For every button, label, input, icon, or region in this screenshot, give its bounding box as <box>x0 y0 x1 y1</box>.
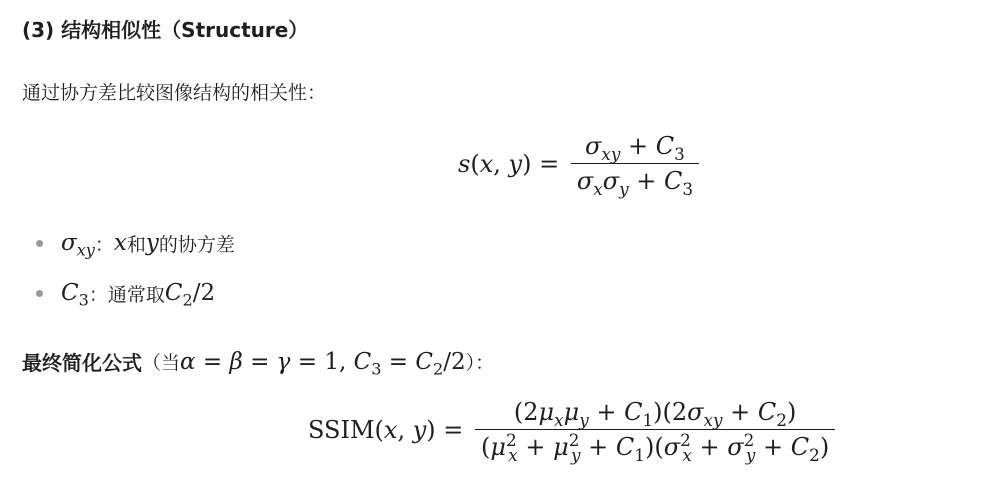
usually-text: 通常取 <box>107 283 165 306</box>
ssim-fraction: $\frac{(2\mu_x\mu_y + C_1)(2\sigma_{xy} + C_2)}{(\mu^2_x + \mu^2_y + C_1)(\sigma^2_x + \sigma^2_y + C_2)}$ <box>475 398 835 461</box>
ssim-label: SSIM <box>308 415 375 444</box>
final-formula-caption: 最终简化公式 （当 α = β = γ = 1, $C_3 = C_2/2$ ）： <box>22 348 495 379</box>
and-text: 和 <box>126 233 146 256</box>
definition-list <box>36 230 235 330</box>
structure-fraction: $\frac{\sigma_{xy} + C_3}{\sigma_x\sigma_y + C_3}$ <box>571 132 699 195</box>
covariance-text: 的协方差 <box>158 233 235 256</box>
bullet-icon <box>36 290 43 297</box>
list-item: $\sigma_{xy}$ ： x 和 y 的协方差 <box>36 230 235 256</box>
intro-paragraph: 通过协方差比较图像结构的相关性： <box>22 82 327 104</box>
structure-formula: s ( x , y ) = $\frac{\sigma_{xy} + C_3}{\sigma_x\sigma_y + C_3}$ <box>458 132 703 195</box>
final-label: 最终简化公式 <box>22 351 142 375</box>
separator: ： <box>94 233 114 256</box>
paren-open: （当 <box>142 352 181 374</box>
paren-close: ）： <box>465 352 495 374</box>
ssim-formula: SSIM ( x , y ) = $\frac{(2\mu_x\mu_y + C_1)(2\sigma_{xy} + C_2)}{(\mu^2_x + \mu^2_y + C_1)(\sigma^2_x + \sigma^2_y + C_2)}$ <box>308 398 839 461</box>
bullet-icon <box>36 240 43 247</box>
separator: ： <box>88 283 108 306</box>
list-item: $C_3$ ： 通常取 $C_2/2$ <box>36 280 235 306</box>
section-heading: (3) 结构相似性（Structure） <box>22 18 309 42</box>
